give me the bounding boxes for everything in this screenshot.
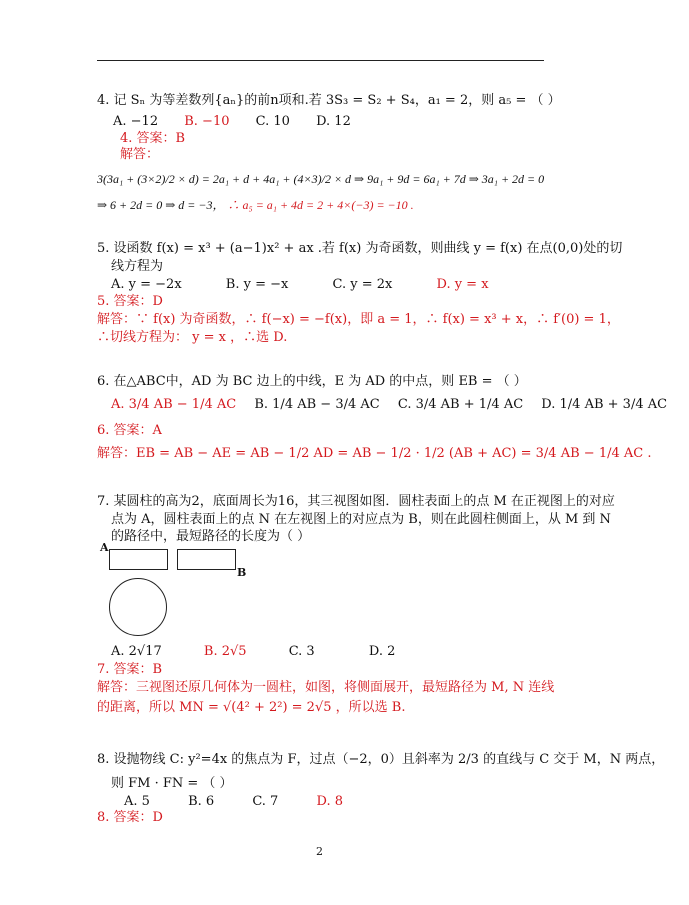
q8-option-c: C. 7 <box>252 794 279 809</box>
q7-top-view-circle <box>109 578 167 636</box>
q7-side-view-rect <box>177 549 236 570</box>
header-rule <box>97 60 544 61</box>
q8-option-d: D. 8 <box>316 794 343 809</box>
q7-option-b: B. 2√5 <box>203 644 247 659</box>
q4-solution-heading: 解答： <box>120 147 160 162</box>
q8-stem-line-1: 8. 设抛物线 C: y²=4x 的焦点为 F，过点（−2，0）且斜率为 2/3 的直线与 C 交于 M，N 两点， <box>97 752 665 767</box>
q4-solution-part-a: ⇒ 6 + 2d = 0 ⇒ d = −3， <box>97 198 225 212</box>
q7-front-view-rect <box>109 549 168 570</box>
q7-stem-line-2: 点为 A，圆柱表面上的点 N 在左视图上的对应点为 B，则在此圆柱侧面上，从 M 到 N <box>111 512 611 527</box>
q6-option-b: B. 1/4 AB − 3/4 AC <box>254 397 380 412</box>
q6-solution: 解答：EB = AB − AE = AB − 1/2 AD = AB − 1/2 · 1/2 (AB + AC) = 3/4 AB − 1/4 AC . <box>97 446 652 461</box>
q5-option-b: B. y = −x <box>225 277 289 292</box>
q7-figure-label-a: A <box>100 541 109 554</box>
q6-option-a: A. 3/4 AB − 1/4 AC <box>111 397 237 412</box>
q7-stem-line-1: 7. 某圆柱的高为2，底面周长为16，其三视图如图．圆柱表面上的点 M 在正视图上的对应 <box>97 494 615 509</box>
q7-solution-line-1: 解答：三视图还原几何体为一圆柱，如图，将侧面展开，最短路径为 M, N 连线 <box>97 680 555 695</box>
q6-option-c: C. 3/4 AB + 1/4 AC <box>397 397 524 412</box>
q7-options <box>111 643 417 661</box>
q4-option-b: B. −10 <box>184 114 230 129</box>
q8-option-a: A. 5 <box>124 794 150 809</box>
q4-options <box>113 113 373 131</box>
q7-option-c: C. 3 <box>288 644 315 659</box>
q4-stem: 4. 记 Sₙ 为等差数列{aₙ}的前n项和.若 3S₃ = S₂ + S₄，a₁ = 2，则 a₅ = （ ） <box>97 93 561 108</box>
q7-figure-label-b: B <box>237 566 247 579</box>
page-number: 2 <box>316 845 323 858</box>
q5-answer: 5. 答案：D <box>97 294 163 309</box>
q4-option-c: C. 10 <box>255 114 290 129</box>
q5-solution-line-1: 解答：∵ f(x) 为奇函数，∴ f(−x) = −f(x)，即 a = 1，∴ f(x) = x³ + x，∴ f′(0) = 1， <box>97 312 620 327</box>
q5-option-c: C. y = 2x <box>332 277 393 292</box>
q5-option-a: A. y = −2x <box>111 277 182 292</box>
q6-option-d: D. 1/4 AB + 3/4 AC <box>541 397 668 412</box>
q5-stem-line-2: 线方程为 <box>111 259 164 274</box>
q4-option-a: A. −12 <box>113 114 159 129</box>
q7-answer: 7. 答案：B <box>97 662 163 677</box>
q6-options <box>111 396 689 414</box>
q5-solution-line-2: ∴切线方程为： y = x ，∴选 D. <box>97 330 288 345</box>
q4-solution-line-2 <box>97 196 414 214</box>
q4-option-d: D. 12 <box>316 114 351 129</box>
q6-stem: 6. 在△ABC中，AD 为 BC 边上的中线，E 为 AD 的中点，则 EB = （ ） <box>97 374 527 389</box>
q4-answer: 4. 答案：B <box>120 131 186 146</box>
q4-solution-part-b: ∴ a₅ = a₁ + 4d = 2 + 4×(−3) = −10 . <box>227 198 414 212</box>
q4-solution-line-1: 3(3a₁ + (3×2)/2 × d) = 2a₁ + d + 4a₁ + (4×3)/2 × d ⇒ 9a₁ + 9d = 6a₁ + 7d ⇒ 3a₁ + 2d = 0 <box>97 172 545 186</box>
q5-option-d: D. y = x <box>436 277 489 292</box>
q7-option-d: D. 2 <box>368 644 396 659</box>
q8-stem-line-2: 则 FM · FN = （ ） <box>111 776 233 791</box>
q5-stem-line-1: 5. 设函数 f(x) = x³ + (a−1)x² + ax .若 f(x) 为奇函数，则曲线 y = f(x) 在点(0,0)处的切 <box>97 241 623 256</box>
q8-answer: 8. 答案：D <box>97 810 163 825</box>
q7-option-a: A. 2√17 <box>111 644 162 659</box>
q7-solution-line-2: 的距离，所以 MN = √(4² + 2²) = 2√5 ，所以选 B. <box>97 700 406 715</box>
q8-option-b: B. 6 <box>188 794 215 809</box>
q6-answer: 6. 答案：A <box>97 423 162 438</box>
q7-stem-line-3: 的路径中，最短路径的长度为（ ） <box>111 529 311 544</box>
q5-options <box>111 276 511 294</box>
